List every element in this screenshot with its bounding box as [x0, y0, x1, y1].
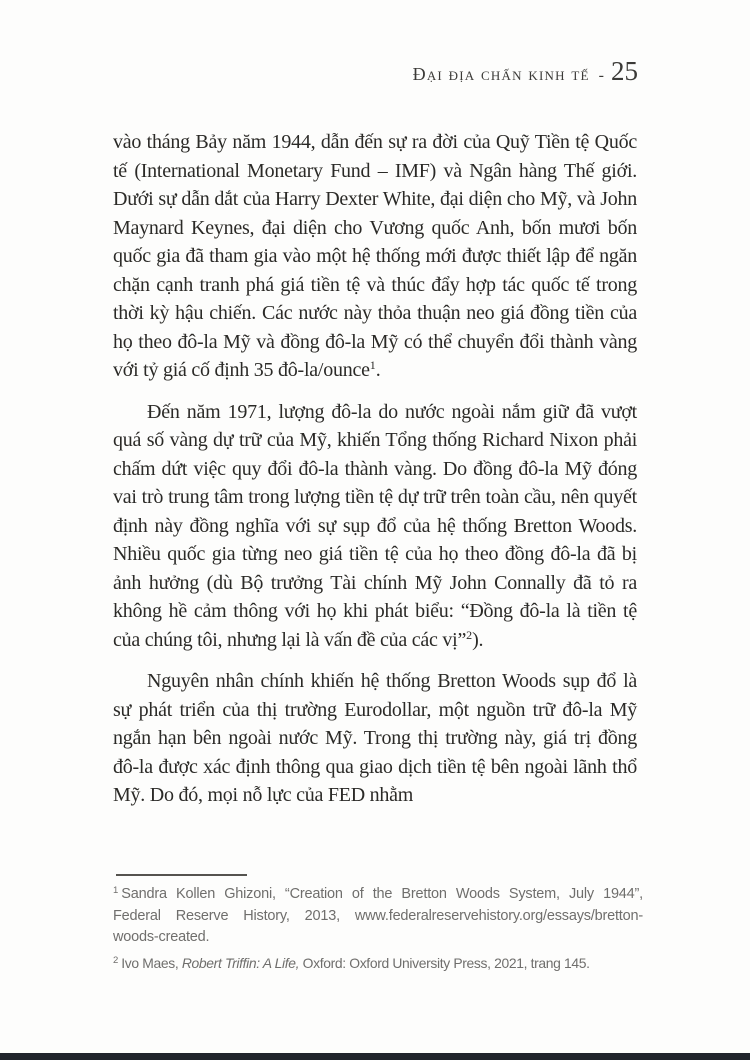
footnote-1-line-3: woods-created.	[113, 929, 210, 945]
paragraph-3-text: Nguyên nhân chính khiến hệ thống Bretton Woods sụp đổ là sự phát triển của thị trường Eurodollar, một nguồn trữ đô-la Mỹ ngắn hạn bên ngoài nước Mỹ. Trong thị trường này, giá trị đồng đô-la được xác định thông qua giao dịch tiền tệ bên ngoài lãnh thổ Mỹ. Do đó, mọi nỗ lực của FED nhằm	[113, 670, 637, 806]
footnote-1-text-a: Sandra Kollen Ghizoni, “Creation of the Bretton Woods System, July 1944”,	[121, 886, 643, 902]
footnote-1-line-1	[113, 884, 643, 906]
footnote-1-line-2: Federal Reserve History, 2013, www.federalreservehistory.org/essays/bretton-	[113, 907, 643, 924]
footnote-2-text-a: Ivo Maes,	[121, 954, 182, 971]
paragraph-2-tail: ).	[472, 628, 484, 651]
page-number: 25	[611, 56, 638, 86]
footnote-2-marker: 2	[113, 954, 119, 966]
paragraph-1-text: vào tháng Bảy năm 1944, dẫn đến sự ra đời của Quỹ Tiền tệ Quốc tế (International Monetary Fund – IMF) và Ngân hàng Thế giới. Dưới sự dẫn dắt của Harry Dexter White, đại diện cho Mỹ, và John Maynard Keynes, đại diện cho Vương quốc Anh, bốn mươi bốn quốc gia đã tham gia vào một hệ thống mới được thiết lập để ngăn chặn cạnh tranh phá giá tiền tệ và thúc đẩy hợp tác quốc tế trong thời kỳ hậu chiến. Các nước này thỏa thuận neo giá đồng tiền của họ theo đô-la Mỹ và đồng đô-la Mỹ có thể chuyển đổi thành vàng với tỷ giá cố định 35 đô-la/ounce	[113, 131, 637, 381]
paragraph-2	[113, 398, 637, 655]
header-separator: -	[598, 67, 604, 84]
paragraph-1-tail: .	[375, 359, 381, 381]
footnote-2-book-title: Robert Triffin: A Life,	[181, 954, 300, 971]
paragraph-1	[113, 128, 637, 385]
footnotes-section	[113, 874, 643, 978]
running-header	[413, 58, 638, 85]
footnote-1-marker: 1	[113, 885, 119, 896]
body-text-column	[113, 128, 637, 823]
footnote-ref-1: 1	[369, 358, 376, 372]
footnote-2-text-b: Oxford: Oxford University Press, 2021, trang 145.	[299, 954, 590, 971]
footnote-1	[113, 884, 643, 949]
footnote-ref-2: 2	[466, 627, 473, 642]
footnote-2	[113, 953, 643, 975]
bottom-bar	[0, 1053, 750, 1060]
footnote-separator-rule	[116, 874, 247, 876]
paragraph-2-text: Đến năm 1971, lượng đô-la do nước ngoài nắm giữ đã vượt quá số vàng dự trữ của Mỹ, khiến Tổng thống Richard Nixon phải chấm dứt việc quy đổi đô-la thành vàng. Do đồng đô-la Mỹ đóng vai trò trung tâm trong lượng tiền tệ dự trữ trên toàn cầu, nên quyết định này đồng nghĩa với sự sụp đổ của hệ thống Bretton Woods. Nhiều quốc gia từng neo giá tiền tệ của họ theo đồng đô-la đã bị ảnh hưởng (dù Bộ trưởng Tài chính Mỹ John Connally đã tỏ ra không hề cảm thông với họ khi phát biểu: “Đồng đô-la là tiền tệ của chúng tôi, nhưng lại là vấn đề của các vị”	[113, 400, 637, 651]
running-title: Đại địa chấn kinh tế	[412, 64, 590, 84]
paragraph-3	[113, 667, 637, 810]
